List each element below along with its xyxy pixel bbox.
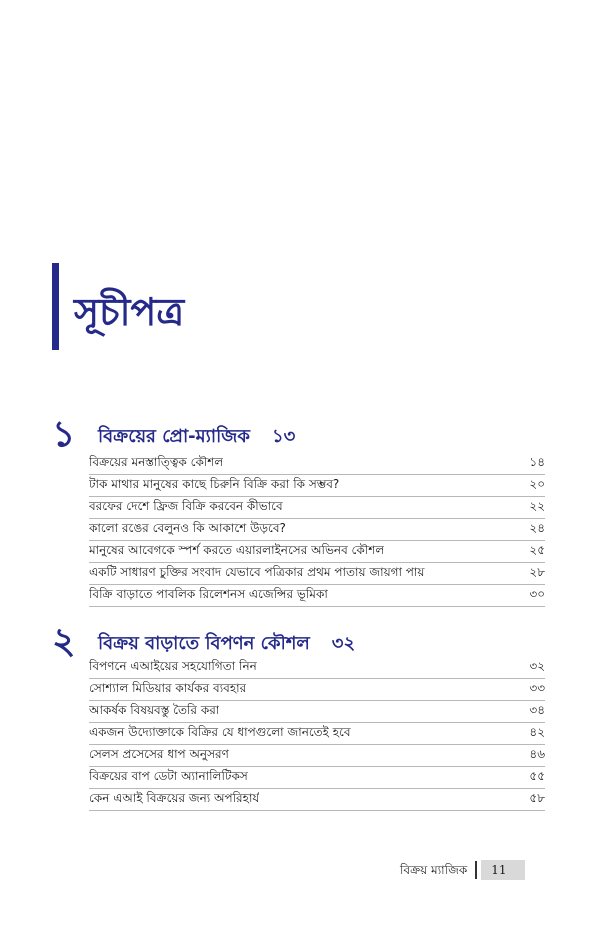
toc-entry-label: বিপণনে এআইয়ের সহযোগিতা নিন (89, 658, 257, 673)
page-number: 11 (481, 860, 525, 880)
chapter-1-entries (89, 453, 545, 607)
toc-entry-label: কালো রঙের বেলুনও কি আকাশে উড়বে? (89, 520, 286, 535)
toc-entry-page: ২৮ (529, 564, 545, 579)
toc-entry[interactable] (89, 497, 545, 519)
toc-entry[interactable] (89, 789, 545, 811)
toc-entry-page: ১৪ (529, 454, 545, 469)
toc-entry[interactable] (89, 767, 545, 789)
chapter-page: ১৩ (271, 425, 296, 447)
chapter-2-entries (89, 657, 545, 811)
toc-entry-label: টাক মাথার মানুষের কাছে চিরুনি বিক্রি করা কি সম্ভব? (89, 476, 340, 491)
toc-entry-page: ২৫ (529, 542, 545, 557)
toc-entry-label: বিক্রয়ের মনস্তাত্ত্বিক কৌশল (89, 454, 224, 469)
toc-entry-label: আকর্ষক বিষয়বস্তু তৈরি করা (89, 702, 220, 717)
chapter-title: বিক্রয় বাড়াতে বিপণন কৌশল (98, 632, 310, 654)
toc-entry[interactable] (89, 453, 545, 475)
toc-entry-label: একজন উদ্যোক্তাকে বিক্রির যে ধাপগুলো জানতেই হবে (89, 724, 351, 739)
toc-entry[interactable] (89, 585, 545, 607)
toc-entry-label: বিক্রি বাড়াতে পাবলিক রিলেশনস এজেন্সির ভূমিকা (89, 586, 328, 601)
toc-entry-page: ৩৩ (529, 680, 545, 695)
page-footer (400, 860, 525, 880)
running-book-title: বিক্রয় ম্যাজিক (400, 861, 477, 879)
toc-entry[interactable] (89, 723, 545, 745)
toc-entry-label: একটি সাধারণ চুক্তির সংবাদ যেভাবে পত্রিকার প্রথম পাতায় জায়গা পায় (89, 564, 425, 579)
toc-entry-page: ৩২ (529, 658, 545, 673)
toc-entry-label: বরফের দেশে ফ্রিজ বিক্রি করবেন কীভাবে (89, 498, 283, 513)
page-title: সূচীপত্র (74, 290, 185, 334)
toc-entry-page: ৩৪ (529, 702, 545, 717)
toc-entry[interactable] (89, 519, 545, 541)
toc-entry[interactable] (89, 541, 545, 563)
toc-entry-label: মানুষের আবেগকে স্পর্শ করতে এয়ারলাইনসের অভিনব কৌশল (89, 542, 385, 557)
toc-entry-label: সেলস প্রসেসের ধাপ অনুসরণ (89, 746, 229, 761)
title-accent-bar (52, 263, 59, 350)
toc-entry-label: বিক্রয়ের বাপ ডেটা অ্যানালিটিকস (89, 768, 248, 783)
toc-entry-label: কেন এআই বিক্রয়ের জন্য অপরিহার্য (89, 790, 260, 805)
toc-entry[interactable] (89, 563, 545, 585)
chapter-page: ৩২ (331, 632, 356, 654)
toc-entry[interactable] (89, 701, 545, 723)
chapter-title: বিক্রয়ের প্রো-ম্যাজিক (98, 425, 250, 447)
toc-entry[interactable] (89, 657, 545, 679)
toc-entry-page: ২২ (529, 498, 545, 513)
toc-entry-page: ৫৫ (529, 768, 545, 783)
toc-entry-page: ৩০ (529, 586, 545, 601)
chapter-number: ২ (52, 621, 76, 662)
toc-entry[interactable] (89, 745, 545, 767)
toc-entry[interactable] (89, 679, 545, 701)
toc-entry-page: ৫৮ (529, 790, 545, 805)
chapter-number: ১ (52, 414, 76, 455)
toc-entry-page: ২৪ (529, 520, 545, 535)
toc-entry-page: ৪৬ (529, 746, 545, 761)
toc-entry-page: ২০ (529, 476, 545, 491)
toc-entry[interactable] (89, 475, 545, 497)
toc-entry-page: ৪২ (529, 724, 545, 739)
toc-entry-label: সোশ্যাল মিডিয়ার কার্যকর ব্যবহার (89, 680, 247, 695)
